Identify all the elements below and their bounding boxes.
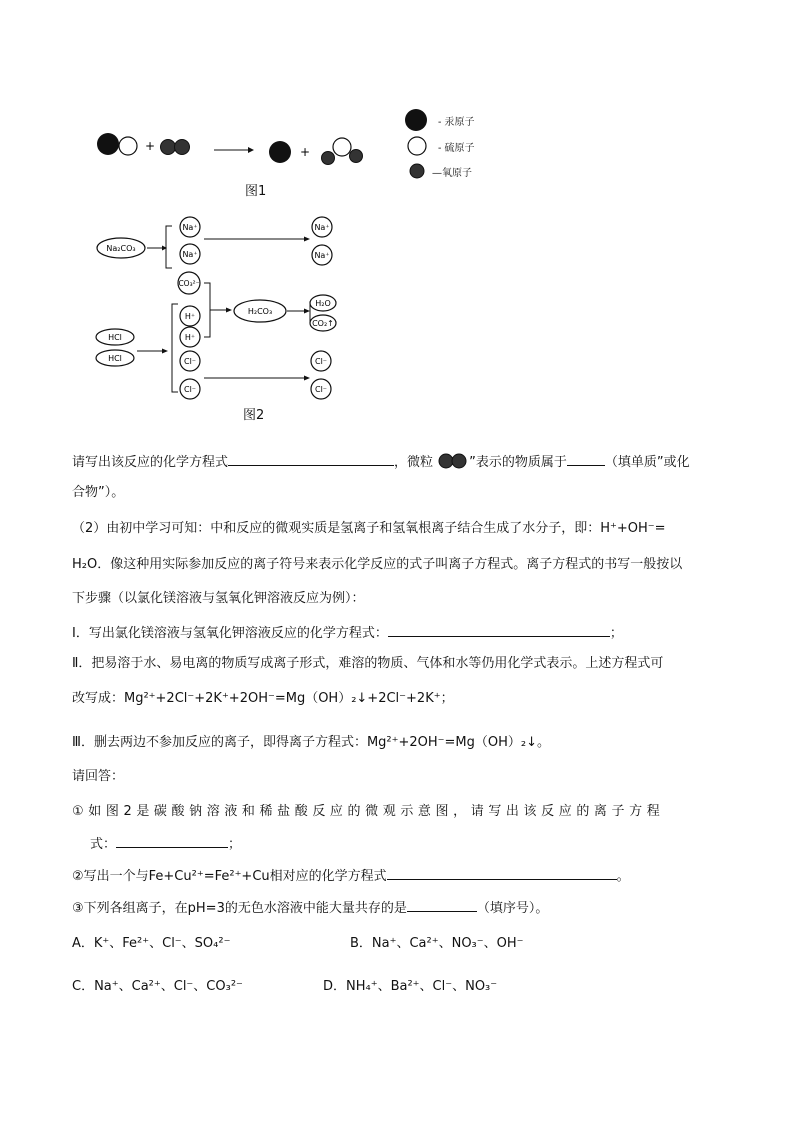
sub2-blank[interactable] — [387, 866, 617, 880]
step3-line: Ⅲ．删去两边不参加反应的离子，即得离子方程式：Mg²⁺+2OH⁻=Mg（OH）₂↓。 — [72, 735, 551, 750]
legend-oxygen-label: —氧原子 — [432, 168, 472, 179]
step1-end: ； — [609, 626, 623, 641]
sub2-text: ②写出一个与Fe+Cu²⁺=Fe²⁺+Cu相对应的化学方程式 — [72, 869, 387, 884]
label-h2o: H₂O — [315, 299, 331, 308]
oxygen-atom — [322, 152, 335, 165]
sub3-blank[interactable] — [407, 898, 477, 912]
legend-oxygen-symbol — [410, 164, 424, 178]
ask-label: 请回答： — [72, 769, 125, 784]
mercury-atom — [269, 141, 291, 163]
q1-suffix: （填单质”或化 — [604, 455, 690, 470]
oxygen-atom — [175, 140, 190, 155]
label-h-ion: H⁺ — [184, 312, 196, 321]
figure-2-caption: 图2 — [243, 408, 265, 423]
oxygen-atom — [161, 140, 176, 155]
q1-line2: 合物”）。 — [72, 485, 125, 500]
sulfur-atom — [119, 137, 137, 155]
label-na-ion: Na⁺ — [182, 223, 198, 232]
reaction-arrow-head — [248, 147, 254, 153]
legend-sulfur-label: - 硫原子 — [438, 143, 475, 154]
oxygen-molecule-icon — [437, 453, 469, 469]
option-b[interactable]: B．Na⁺、Ca²⁺、NO₃⁻、OH⁻ — [350, 936, 524, 951]
label-hcl: HCl — [108, 333, 122, 342]
label-h-ion: H⁺ — [184, 333, 196, 342]
sub1-line1: ①如图2是碳酸钠溶液和稀盐酸反应的微观示意图，请写出该反应的离子方程 — [72, 804, 665, 819]
sub1-line2 — [90, 834, 241, 854]
q1-line1 — [72, 452, 690, 472]
step2-line2: 改写成：Mg²⁺+2Cl⁻+2K⁺+2OH⁻=Mg（OH）₂↓+2Cl⁻+2K⁺； — [72, 691, 454, 706]
svg-text:+: + — [145, 139, 156, 153]
q2-intro-line1: （2）由初中学习可知：中和反应的微观实质是氢离子和氢氧根离子结合生成了水分子，即：H⁺+OH⁻= — [72, 521, 666, 536]
q1-prefix: 请写出该反应的化学方程式 — [72, 455, 229, 470]
label-hcl: HCl — [108, 354, 122, 363]
sub1-blank[interactable] — [116, 834, 228, 848]
sub3-line — [72, 898, 548, 918]
sub3-end: （填序号）。 — [476, 901, 549, 916]
figure-2 — [90, 206, 380, 406]
label-na-ion: Na⁺ — [314, 251, 330, 260]
sub3-text: ③下列各组离子，在pH=3的无色水溶液中能大量共存的是 — [72, 901, 407, 916]
label-co2: CO₂↑ — [312, 319, 334, 328]
oxygen-atom — [350, 150, 363, 163]
option-d[interactable]: D．NH₄⁺、Ba²⁺、Cl⁻、NO₃⁻ — [323, 979, 498, 994]
step1-line — [72, 623, 623, 643]
label-na-ion: Na⁺ — [314, 223, 330, 232]
label-cl-ion: Cl⁻ — [314, 385, 328, 394]
step2-line1: Ⅱ．把易溶于水、易电离的物质写成离子形式，难溶的物质、气体和水等仍用化学式表示。上述方程式可 — [72, 656, 664, 671]
sub2-line — [72, 866, 630, 886]
label-na2co3: Na₂CO₃ — [106, 244, 136, 253]
q1-mid2: ”表示的物质属于 — [469, 455, 567, 470]
q2-intro-line3: 下步骤（以氯化镁溶液与氢氧化钾溶液反应为例）： — [72, 591, 365, 606]
label-carbonate-ion: CO₃²⁻ — [178, 279, 200, 288]
label-cl-ion: Cl⁻ — [183, 357, 197, 366]
option-a[interactable]: A．K⁺、Fe²⁺、Cl⁻、SO₄²⁻ — [72, 936, 231, 951]
figure-1-caption: 图1 — [245, 184, 267, 199]
q1-mid: ，微粒 — [394, 455, 434, 470]
legend-mercury-label: - 汞原子 — [438, 117, 475, 128]
label-cl-ion: Cl⁻ — [314, 357, 328, 366]
step1-text: I．写出氯化镁溶液与氢氧化钾溶液反应的化学方程式： — [72, 626, 388, 641]
sub1-end: ； — [228, 837, 242, 852]
option-c[interactable]: C．Na⁺、Ca²⁺、Cl⁻、CO₃²⁻ — [72, 979, 243, 994]
legend-sulfur-symbol — [408, 137, 426, 155]
q2-intro-line2: H₂O．像这种用实际参加反应的离子符号来表示化学反应的式子叫离子方程式。离子方程式的书写一般按以 — [72, 557, 683, 572]
sub1-prefix: 式： — [90, 837, 117, 852]
svg-text:+: + — [300, 145, 311, 159]
sub2-end: 。 — [616, 869, 630, 884]
legend-mercury-symbol — [405, 109, 427, 131]
label-na-ion: Na⁺ — [182, 250, 198, 259]
q1-type-blank[interactable] — [567, 452, 605, 466]
step1-blank[interactable] — [388, 623, 610, 637]
sulfur-atom — [333, 138, 351, 156]
label-h2co3: H₂CO₃ — [247, 307, 273, 316]
label-cl-ion: Cl⁻ — [183, 385, 197, 394]
q1-equation-blank[interactable] — [228, 452, 394, 466]
mercury-atom — [97, 133, 119, 155]
